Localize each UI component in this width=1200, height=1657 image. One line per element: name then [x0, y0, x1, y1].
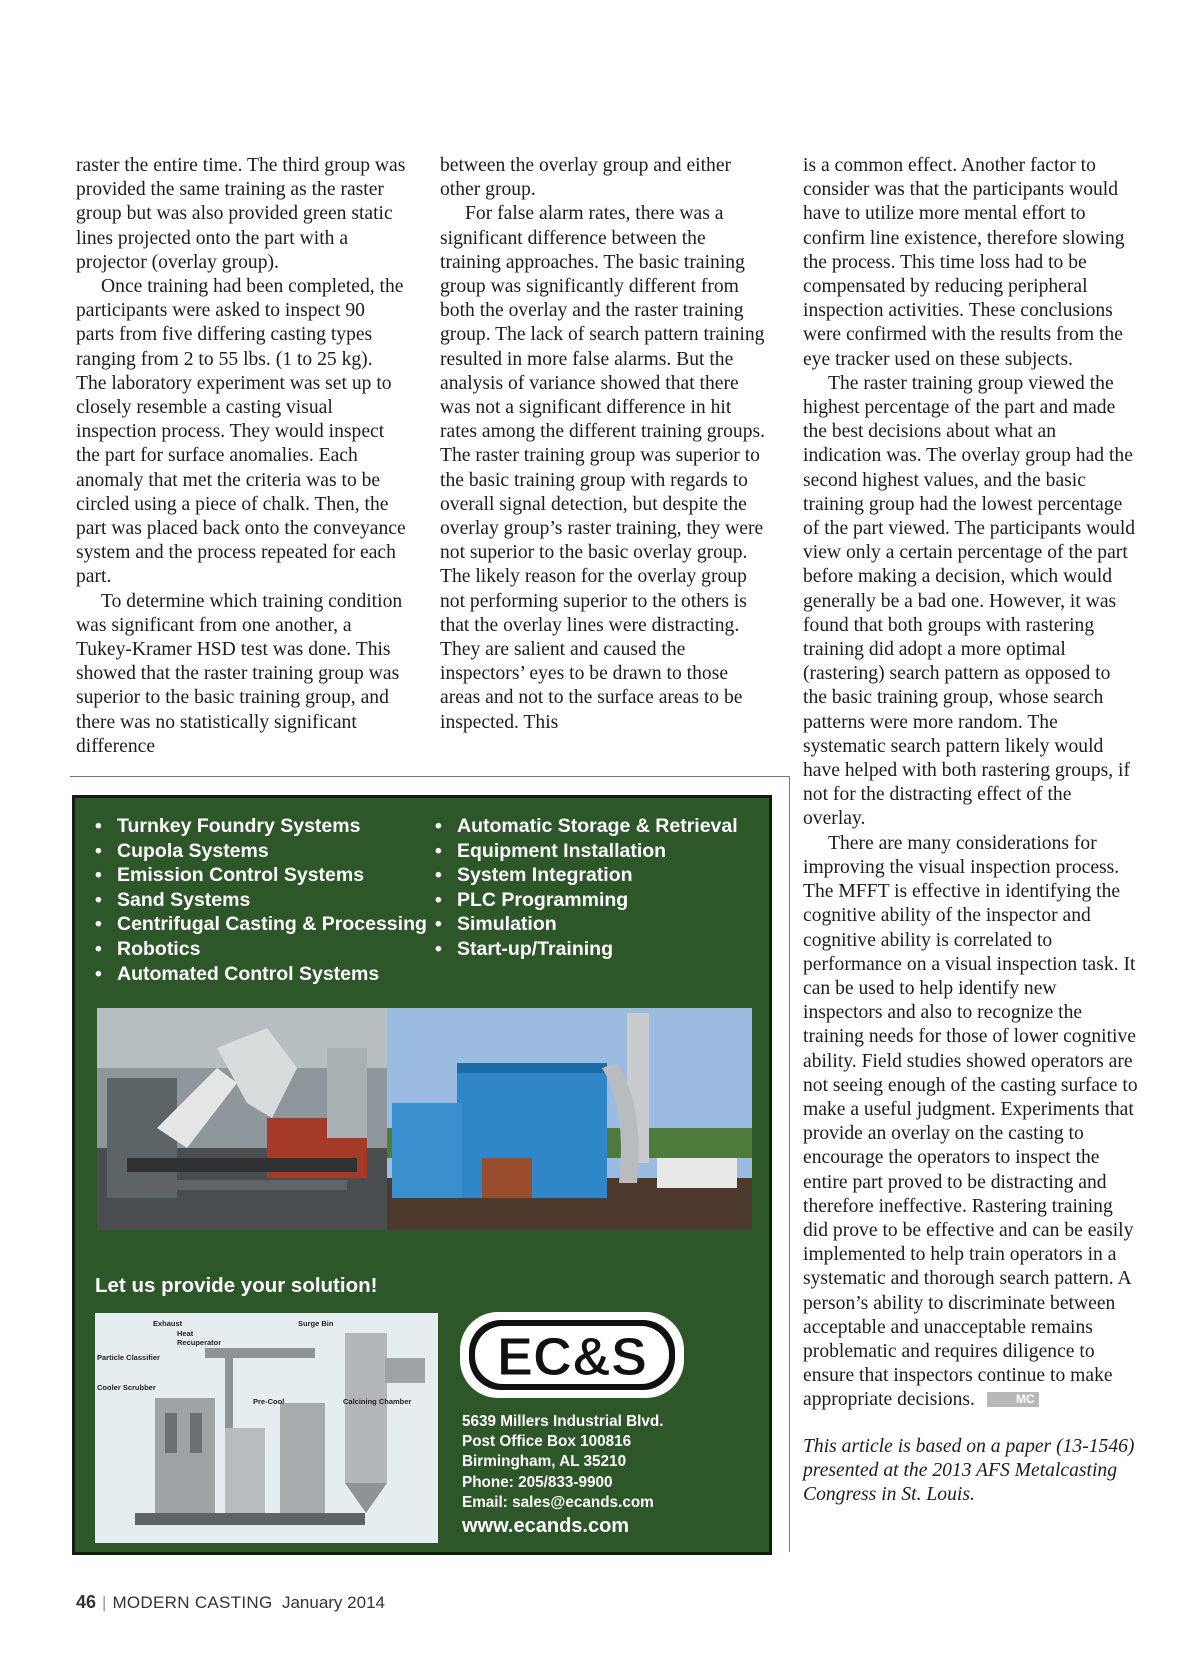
magazine-name: MODERN CASTING — [112, 1593, 273, 1612]
service-item: • Sand Systems — [95, 888, 427, 913]
address-line: Birmingham, AL 35210 — [462, 1453, 627, 1471]
address-line: Post Office Box 100816 — [462, 1433, 632, 1451]
article-column-2 — [440, 154, 770, 735]
divider-rule — [789, 776, 790, 1552]
diagram-label: Surge Bin — [298, 1319, 334, 1328]
paragraph: Once training had been completed, the participants were asked to inspect 90 parts from five differing casting types ranging from 2 to 55 lbs. (1 to 25 kg). The laboratory experiment was set up to closely resemble a casting visual inspection process. They would inspect the part for surface anomalies. Each anomaly that met the criteria was to be circled using a piece of chalk. Then, the part was placed back onto the conveyance system and the process repeated for each part. — [76, 276, 406, 588]
phone-line: Phone: 205/833-9900 — [462, 1473, 613, 1491]
paragraph-text: There are many considerations for improving the visual inspection process. The MFFT is effective in identifying the cognitive ability of the inspector and cognitive ability is correlated to performance on a visual inspection task. It can be used to help identify new inspectors and also to recognize the training needs for those of lower cognitive ability. Field studies showed operators are not seeing enough of the casting surface to make a useful judgment. Experiments that provide an overlay on the casting to encourage the operators to inspect the entire part proved to be distracting and therefore ineffective. Rastering training did prove to be effective and can be easily implemented to help train operators in a systematic and thorough search pattern. A person’s ability to discriminate between acceptable and unacceptable remains problematic and requires diligence to ensure that inspectors continue to make appropriate decisions. — [803, 832, 1138, 1411]
address-line: 5639 Millers Industrial Blvd. — [462, 1413, 664, 1430]
service-item: • Equipment Installation — [435, 839, 738, 864]
services-list-right — [435, 814, 738, 962]
website-link[interactable]: www.ecands.com — [462, 1515, 630, 1538]
diagram-label: Exhaust — [153, 1319, 183, 1328]
paragraph: To determine which training condition was significant from one another, a Tukey-Kramer HSD test was done. This showed that the raster training group was superior to the basic training group, and there was no statistically significant difference — [76, 590, 403, 757]
article-credit: This article is based on a paper (13-1546) presented at the 2013 AFS Metalcasting Congress in St. Louis. — [803, 1435, 1135, 1505]
robotic-cell-photo — [97, 1008, 387, 1230]
service-item: • Emission Control Systems — [95, 863, 427, 888]
service-item: • Robotics — [95, 937, 427, 962]
ecs-logo — [457, 1309, 687, 1401]
paragraph: The raster training group viewed the highest percentage of the part and made the best decisions about what an indication was. The overlay group had the second highest values, and the basic training group had the lowest percentage of the part viewed. The participants would view only a certain percentage of the part before making a decision, which would generally be a bad one. However, it was found that both groups with rastering training did adopt a more optimal (rastering) search pattern as opposed to the basic training group, whose search patterns were more random. The systematic search pattern likely would have helped with both rastering groups, if not for the distracting effect of the overlay. — [803, 372, 1136, 830]
footer-separator: | — [102, 1593, 107, 1612]
paragraph — [803, 832, 1138, 1413]
email-line[interactable]: Email: sales@ecands.com — [462, 1493, 654, 1511]
article-column-3 — [803, 154, 1138, 1507]
issue-date: January 2014 — [281, 1593, 385, 1612]
contact-block — [462, 1412, 663, 1539]
process-diagram — [95, 1313, 438, 1543]
diagram-label: Heat Recuperator — [177, 1329, 222, 1347]
diagram-label: Calcining Chamber — [343, 1397, 412, 1406]
service-item: • Turnkey Foundry Systems — [95, 814, 427, 839]
service-item: • Centrifugal Casting & Processing — [95, 912, 427, 937]
paragraph: between the overlay group and either other group. — [440, 155, 732, 201]
page-footer — [76, 1592, 385, 1613]
paragraph: For false alarm rates, there was a significant difference between the training approaches. The basic training group was significantly different from both the overlay and the raster training group. The lack of search pattern training resulted in more false alarms. But the analysis of variance showed that there was not a significant difference in hit rates among the different training groups. The raster training group was superior to the basic training group with regards to overall signal detection, but despite the overlay group’s raster training, they were not superior to the basic overlay group. The likely reason for the overlay group not performing superior to the others is that the overlay lines were distracting. They are salient and caused the inspectors’ eyes to be drawn to those areas and not to the surface areas to be inspected. This — [440, 203, 766, 733]
page-number: 46 — [76, 1592, 97, 1612]
divider-rule — [70, 776, 790, 777]
diagram-label: Pre-Cool — [253, 1397, 285, 1406]
service-item: • PLC Programming — [435, 888, 738, 913]
svg-text:EC&S: EC&S — [496, 1327, 648, 1387]
paragraph: is a common effect. Another factor to consider was that the participants would have to utilize more mental effort to confirm line existence, therefore slowing the process. This time loss had to be compensated by reducing peripheral inspection activities. These conclusions were confirmed with the results from the eye tracker used on these subjects. — [803, 155, 1125, 370]
paragraph: raster the entire time. The third group was provided the same training as the raster group but was also provided green static lines projected onto the part with a projector (overlay group). — [76, 155, 406, 273]
service-item: • Automatic Storage & Retrieval — [435, 814, 738, 839]
emission-control-plant-photo — [387, 1008, 752, 1230]
ad-tagline: Let us provide your solution! — [95, 1274, 378, 1297]
service-item: • Cupola Systems — [95, 839, 427, 864]
diagram-label: Cooler Scrubber — [97, 1383, 156, 1392]
diagram-label: Particle Classifier — [97, 1353, 160, 1362]
article-column-1 — [76, 154, 406, 759]
service-item: • Automated Control Systems — [95, 962, 427, 987]
service-item: • Simulation — [435, 912, 738, 937]
services-list-left — [95, 814, 427, 986]
ecs-advertisement[interactable] — [72, 795, 772, 1555]
service-item: • Start-up/Training — [435, 937, 738, 962]
service-item: • System Integration — [435, 863, 738, 888]
end-mark: MC — [987, 1392, 1039, 1407]
